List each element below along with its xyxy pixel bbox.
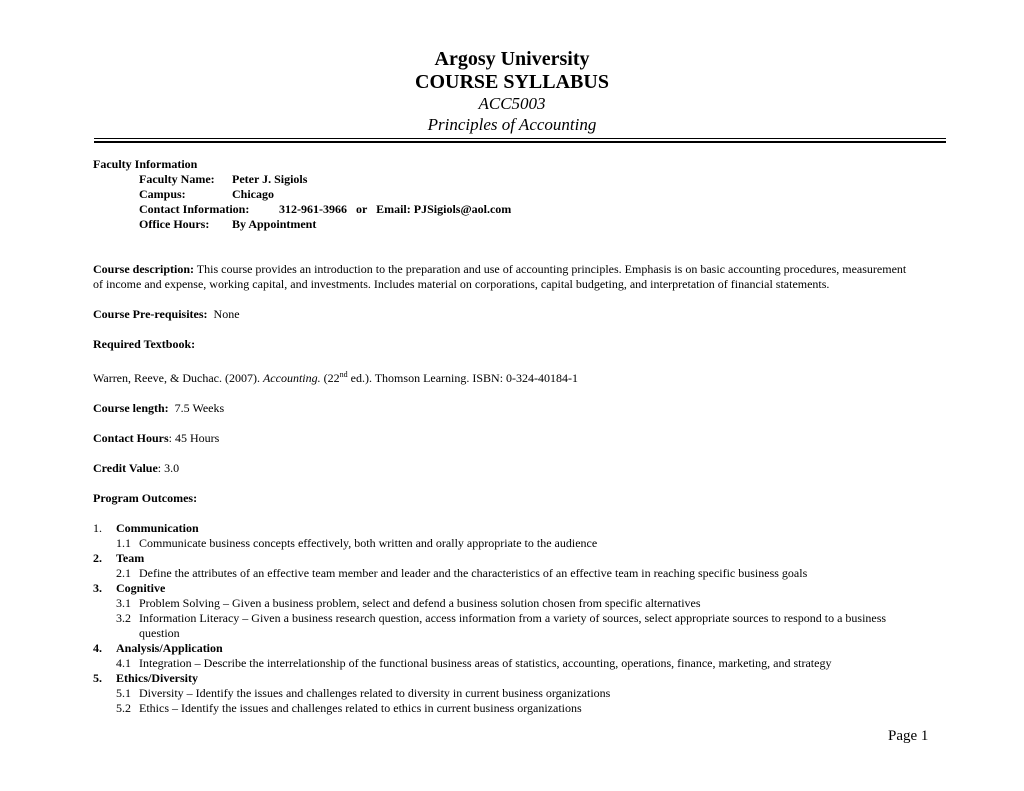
office-hours-row bbox=[93, 217, 913, 232]
header-divider-thick bbox=[94, 141, 946, 143]
outcome-label: Team bbox=[116, 551, 145, 565]
document-header bbox=[0, 48, 1024, 135]
textbook-citation bbox=[93, 367, 913, 386]
outcome-sub-number: 5.2 bbox=[116, 701, 131, 715]
textbook-edition-sup: nd bbox=[339, 370, 348, 379]
outcome-sub-number: 1.1 bbox=[116, 536, 131, 550]
outcome-3 bbox=[93, 581, 913, 641]
outcome-2 bbox=[93, 551, 913, 581]
course-name: Principles of Accounting bbox=[427, 115, 597, 134]
outcome-label: Communication bbox=[116, 521, 199, 535]
outcome-number: 1. bbox=[93, 521, 102, 535]
outcome-sub-text: Diversity – Identify the issues and challenges related to diversity in current business organizations bbox=[139, 686, 611, 700]
contact-label: Contact Information: bbox=[139, 202, 250, 216]
outcome-label: Ethics/Diversity bbox=[116, 671, 198, 685]
outcome-1 bbox=[93, 521, 913, 551]
document-type: COURSE SYLLABUS bbox=[415, 71, 609, 93]
outcome-sub-text: Define the attributes of an effective team member and leader and the characteristics of an effective team in reaching specific business goals bbox=[139, 566, 808, 580]
textbook-title: Accounting. bbox=[262, 371, 321, 385]
campus-row bbox=[93, 187, 913, 202]
course-prereq bbox=[93, 307, 913, 322]
faculty-heading: Faculty Information bbox=[93, 157, 198, 171]
contact-hours-label: Contact Hours bbox=[93, 431, 169, 445]
description-text: This course provides an introduction to the preparation and use of accounting principles. Emphasis is on basic accounting procedures, measurement of income and expense, working capital, and investments. Includes material on corporations, capital budgeting, and interpretation of financial statements. bbox=[93, 262, 907, 291]
textbook-edition-pre: (22 bbox=[320, 371, 340, 385]
outcome-sub-number: 3.2 bbox=[116, 611, 131, 625]
program-outcomes-list bbox=[93, 521, 913, 716]
outcome-sub-number: 2.1 bbox=[116, 566, 131, 580]
outcome-label: Cognitive bbox=[116, 581, 166, 595]
header-divider-thin bbox=[94, 138, 946, 139]
campus-value: Chicago bbox=[232, 187, 274, 201]
textbook-edition-post: ed.). Thomson Learning. ISBN: 0-324-40184-1 bbox=[347, 371, 579, 385]
faculty-section bbox=[93, 157, 913, 232]
outcome-sub-text: Communicate business concepts effectively, both written and orally appropriate to the audience bbox=[139, 536, 598, 550]
textbook-heading: Required Textbook: bbox=[93, 337, 196, 351]
contact-row bbox=[93, 202, 913, 217]
course-length bbox=[93, 401, 913, 416]
description-label: Course description: bbox=[93, 262, 194, 276]
outcome-sub-number: 5.1 bbox=[116, 686, 131, 700]
outcome-sub-number: 3.1 bbox=[116, 596, 131, 610]
faculty-name-row bbox=[93, 172, 913, 187]
outcome-sub-text: Ethics – Identify the issues and challenges related to ethics in current business organizations bbox=[139, 701, 582, 715]
credit-label: Credit Value bbox=[93, 461, 158, 475]
outcome-sub-text: Integration – Describe the interrelationship of the functional business areas of statistics, accounting, operations, finance, marketing, and strategy bbox=[139, 656, 832, 670]
outcome-5 bbox=[93, 671, 913, 716]
outcome-sub-number: 4.1 bbox=[116, 656, 131, 670]
faculty-name-value: Peter J. Sigiols bbox=[232, 172, 308, 186]
office-hours-value: By Appointment bbox=[232, 217, 317, 231]
length-label: Course length: bbox=[93, 401, 169, 415]
credit-value bbox=[93, 461, 913, 476]
course-code: ACC5003 bbox=[478, 94, 546, 113]
contact-hours-value: : 45 Hours bbox=[168, 431, 220, 445]
syllabus-body bbox=[93, 157, 913, 716]
university-name: Argosy University bbox=[434, 48, 590, 70]
faculty-name-label: Faculty Name: bbox=[139, 172, 215, 186]
course-description bbox=[93, 262, 913, 292]
outcome-number: 5. bbox=[93, 671, 102, 685]
program-outcomes-heading: Program Outcomes: bbox=[93, 491, 198, 505]
outcome-number: 3. bbox=[93, 581, 102, 595]
contact-hours bbox=[93, 431, 913, 446]
outcome-sub-text: Problem Solving – Given a business problem, select and defend a business solution chosen from specific alternatives bbox=[139, 596, 701, 610]
outcome-label: Analysis/Application bbox=[116, 641, 223, 655]
page-number: Page 1 bbox=[888, 728, 929, 744]
prereq-value: None bbox=[207, 307, 240, 321]
contact-value: 312-961-3966 or Email: PJSigiols@aol.com bbox=[279, 202, 512, 216]
credit-value-text: : 3.0 bbox=[157, 461, 180, 475]
outcome-number: 2. bbox=[93, 551, 102, 565]
office-hours-label: Office Hours: bbox=[139, 217, 210, 231]
length-value: 7.5 Weeks bbox=[168, 401, 225, 415]
prereq-label: Course Pre-requisites: bbox=[93, 307, 208, 321]
campus-label: Campus: bbox=[139, 187, 186, 201]
textbook-authors: Warren, Reeve, & Duchac. (2007). bbox=[93, 371, 263, 385]
outcome-number: 4. bbox=[93, 641, 102, 655]
outcome-4 bbox=[93, 641, 913, 671]
outcome-sub-text: Information Literacy – Given a business research question, access information from a variety of sources, select appropriate sources to respond to a business question bbox=[139, 611, 887, 640]
